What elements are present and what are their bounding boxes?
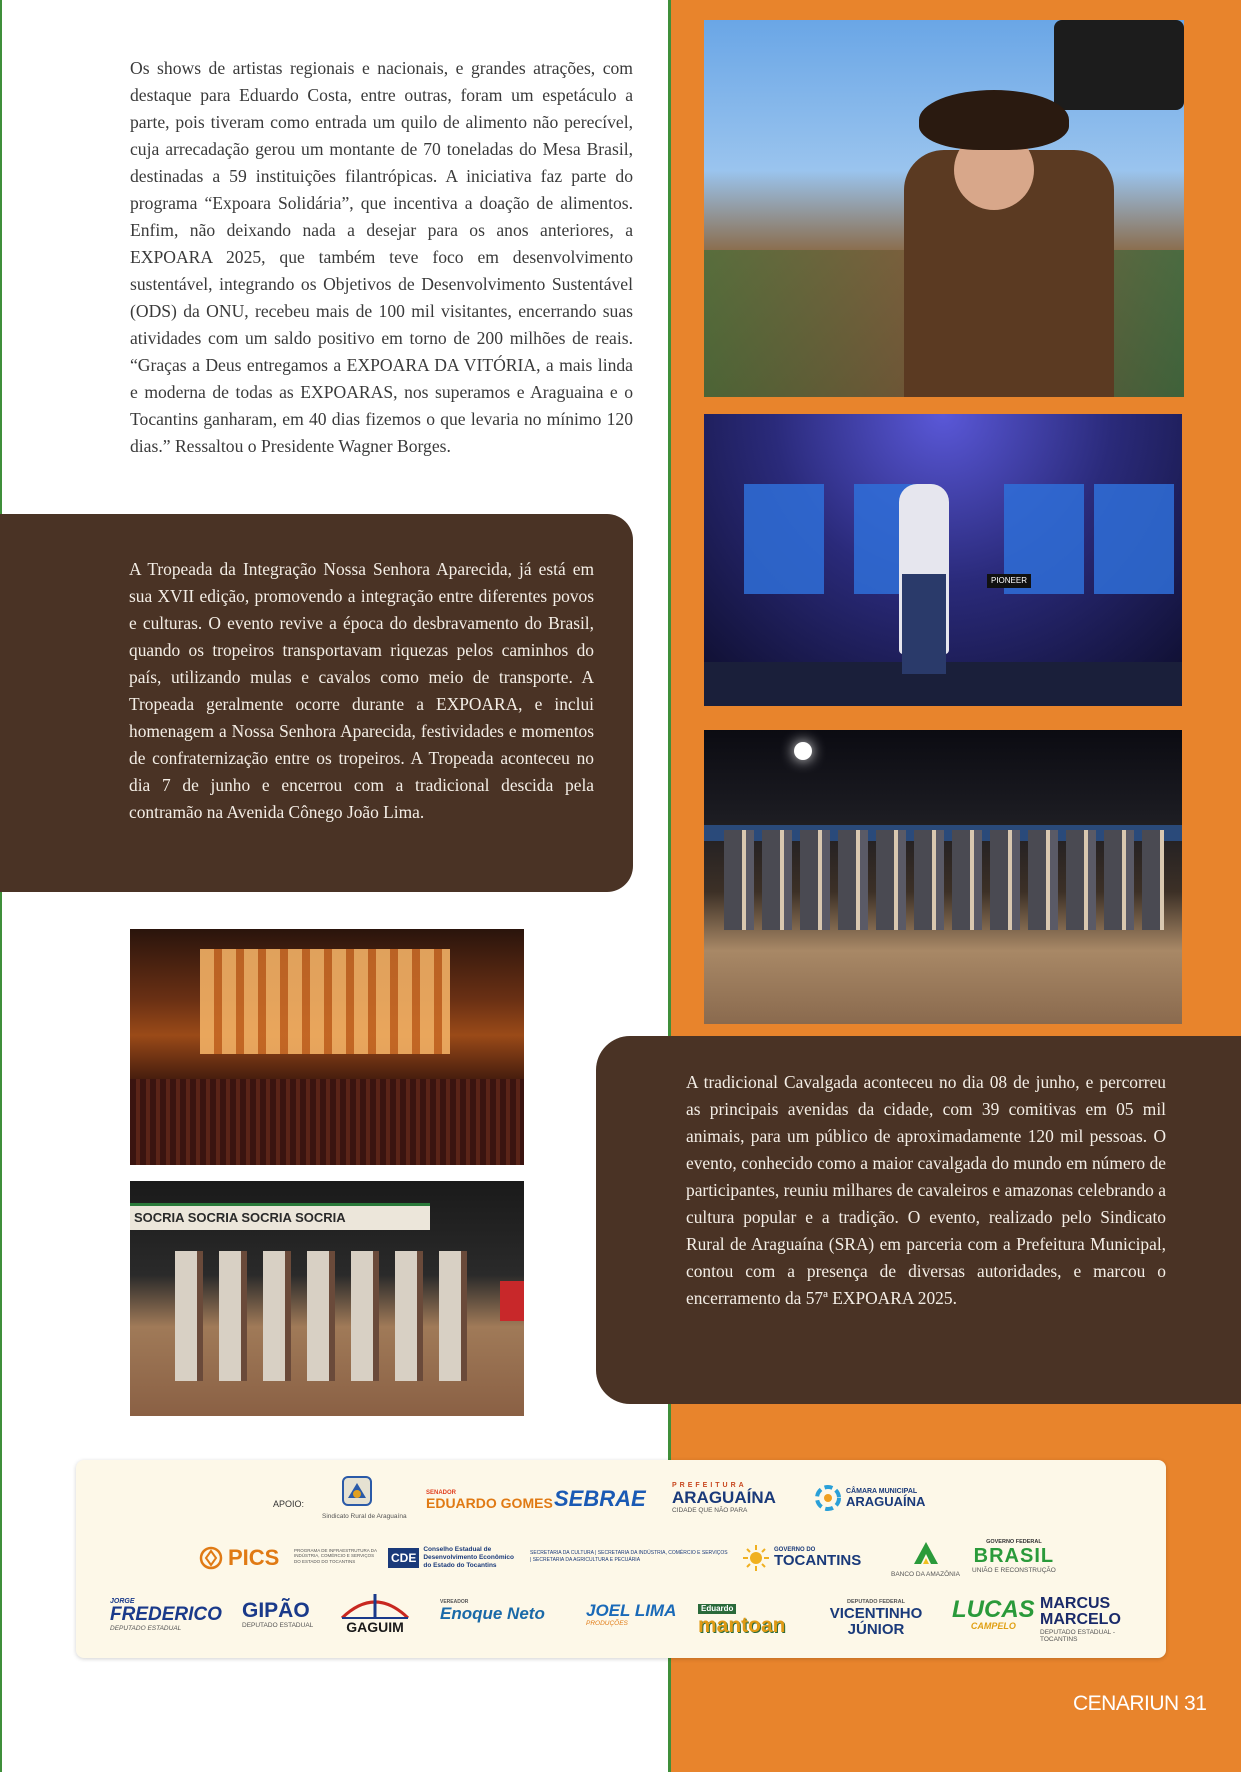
frederico-top: JORGE [110, 1598, 135, 1605]
cavalgada-box [596, 1036, 1241, 1404]
cde-logo [388, 1546, 523, 1569]
governo-federal-logo [972, 1540, 1056, 1574]
photo-cowboy-singer [704, 20, 1184, 397]
vicentinho-junior-logo [816, 1600, 936, 1637]
cde-mark: CDE [388, 1548, 419, 1568]
magazine-name: CENARIUN [1073, 1692, 1179, 1715]
lucas-campelo-logo [952, 1598, 1035, 1631]
frederico-role: DEPUTADO ESTADUAL [110, 1625, 182, 1632]
governo-tocantins-logo [742, 1544, 861, 1572]
vicentinho-top: DEPUTADO FEDERAL [847, 1599, 905, 1605]
joel-name: JOEL LIMA [586, 1601, 677, 1620]
gipao-role: DEPUTADO ESTADUAL [242, 1622, 314, 1629]
prefeitura-araguaina-logo [672, 1482, 776, 1515]
sponsor-logos-strip [76, 1460, 1166, 1658]
marcus-name: MARCUS MARCELO [1040, 1595, 1121, 1628]
brasil-top: GOVERNO FEDERAL [986, 1539, 1042, 1545]
prefeitura-name: ARAGUAÍNA [672, 1488, 776, 1507]
pics-name: PICS [228, 1545, 280, 1570]
joel-sub: PRODUÇÕES [586, 1620, 628, 1627]
page-footer [1073, 1692, 1206, 1716]
banco-amazonia-icon [911, 1540, 941, 1566]
eduardo-gomes-logo [426, 1490, 553, 1510]
lucas-sub: CAMPELO [970, 1621, 1016, 1631]
enoque-top: VEREADOR [440, 1599, 469, 1605]
photo-rodeo-arena [704, 730, 1182, 1024]
marcus-marcelo-logo [1040, 1596, 1140, 1643]
prefeitura-slogan: CIDADE QUE NÃO PARA [672, 1507, 748, 1514]
sindicato-emblem-icon [340, 1474, 374, 1508]
sebrae-logo: SEBRAE [554, 1486, 646, 1511]
led-screen [1094, 484, 1174, 594]
camara-emblem-icon [814, 1484, 842, 1512]
intro-paragraph: Os shows de artistas regionais e nacionais, e grandes atrações, com destaque para Eduardo Costa, entre outras, foram um espetáculo a parte, pois tiveram como entrada um quilo de alimento não perecível, cuja arrecadação gerou um montante de 70 toneladas do Mesa Brasil, destinadas a 59 instituições filantrópicas. A iniciativa faz parte do programa “Expoara Solidária”, que incentiva a doação de alimentos. Enfim, não deixando nada a desejar para os anos anteriores, a EXPOARA 2025, que também teve foco em desenvolvimento sustentável, integrando os Objetivos de Desenvolvimento Sustentável (ODS) da ONU, recebeu mais de 100 mil visitantes, encerrando suas atividades com um saldo positivo em torno de 200 milhões de reais. “Graças a Deus entregamos a EXPOARA DA VITÓRIA, a mais linda e moderna de todas as EXPOARAS, nos superamos e Araguaina e o Tocantins ganharam, em 40 dias fizemos o que levaria no mínimo 120 dias.” Ressaltou o Presidente Wagner Borges. [130, 58, 633, 456]
cavalgada-paragraph: A tradicional Cavalgada aconteceu no dia 08 de junho, e percorreu as principais avenidas da cidade, com 39 comitivas em 05 mil animais, para um público de aproximadamente 120 mil pessoas. O evento, conhecido como a maior cavalgada do mundo em número de participantes, reuniu milhares de cavaleiros e amazonas celebrando a cultura popular e a tradição. O evento, realizado pelo Sindicato Rural de Araguaína (SRA) em parceria com a Prefeitura Municipal, contou com a presença de diversas autoridades, e marcou o encerramento da 57ª EXPOARA 2025. [686, 1072, 1166, 1308]
mantoan-name: mantoan [698, 1614, 786, 1637]
enoque-neto-logo [440, 1600, 545, 1622]
secretarias-logo: SECRETARIA DA CULTURA | SECRETARIA DA INDÚSTRIA, COMÉRCIO E SERVIÇOS | SECRETARIA DA AGRICULTURA E PECUÁRIA [530, 1550, 728, 1563]
photo-concert-crowd [130, 929, 524, 1165]
page-number: 31 [1184, 1692, 1207, 1715]
gaguim-logo [340, 1592, 410, 1634]
gipao-logo [242, 1600, 313, 1630]
sponsor-banner [130, 1206, 430, 1230]
stadium-light [794, 742, 812, 760]
marcus-role: DEPUTADO ESTADUAL - TOCANTINS [1040, 1629, 1116, 1643]
tropeada-paragraph: A Tropeada da Integração Nossa Senhora Aparecida, já está em sua XVII edição, promovendo a integração entre diferentes povos e culturas. O evento revive a época do desbravamento do Brasil, quando os tropeiros transportavam riquezas pelos caminhos do país, utilizando mulas e cavalos como meio de transporte. A Tropeada geralmente ocorre durante a EXPOARA, e inclui homenagem a Nossa Senhora Aparecida, festividades e momentos de confraternização entre os tropeiros. A Tropeada aconteceu no dia 7 de junho e encerrou com a tradicional descida pela contramão na Avenida Cônego João Lima. [129, 559, 594, 822]
photo-stage-performer [704, 414, 1182, 706]
enoque-name: Enoque Neto [440, 1604, 545, 1623]
tocantins-top: GOVERNO DO [774, 1547, 816, 1553]
banco-name: BANCO DA AMAZÔNIA [891, 1571, 960, 1578]
pics-logo [198, 1545, 279, 1571]
led-screen [744, 484, 824, 594]
prefeitura-top: PREFEITURA [672, 1482, 747, 1489]
cde-desc: Conselho Estadual de Desenvolvimento Econômico do Estado do Tocantins [423, 1546, 515, 1569]
stage-sign: PIONEER [987, 574, 1031, 588]
brasil-slogan: UNIÃO E RECONSTRUÇÃO [972, 1566, 1056, 1574]
vicentinho-name: VICENTINHO JÚNIOR [829, 1604, 923, 1638]
arena-people [724, 830, 1164, 930]
pics-desc: PROGRAMA DE INFRAESTRUTURA DA INDÚSTRIA, COMÉRCIO E SERVIÇOS DO ESTADO DO TOCANTINS [294, 1548, 377, 1564]
concert-crowd [130, 1079, 524, 1165]
performer-legs [902, 574, 946, 674]
banner-text: SOCRIA SOCRIA SOCRIA SOCRIA [134, 1210, 346, 1225]
mantoan-top: Eduardo [698, 1604, 736, 1614]
photo-award-ceremony [130, 1181, 524, 1416]
camara-top: CÂMARA MUNICIPAL [846, 1488, 918, 1495]
tocantins-name: TOCANTINS [774, 1552, 862, 1569]
apoio-label: APOIO: [273, 1499, 305, 1509]
red-sign [500, 1281, 524, 1321]
eduardo-mantoan-logo [698, 1594, 786, 1636]
brasil-name: BRASIL [973, 1544, 1055, 1567]
joel-lima-logo [586, 1602, 676, 1628]
sindicato-name: Sindicato Rural de Araguaína [322, 1513, 407, 1520]
camera-rig [1054, 20, 1184, 110]
eduardo-gomes-top: SENADOR [426, 1490, 457, 1496]
award-winners [175, 1251, 475, 1381]
pics-emblem-icon [198, 1545, 224, 1571]
banco-amazonia-logo [891, 1540, 960, 1579]
gipao-name: GIPÃO [242, 1599, 310, 1622]
frederico-name: FREDERICO [110, 1604, 222, 1625]
sindicato-logo [322, 1474, 407, 1521]
camara-name: ARAGUAÍNA [846, 1494, 926, 1509]
tropeada-box [0, 514, 633, 892]
eduardo-gomes-name: EDUARDO GOMES [426, 1495, 553, 1511]
cowboy-hat [919, 90, 1069, 150]
gaguim-bridge-icon [340, 1592, 410, 1620]
camara-araguaina-logo [814, 1484, 925, 1512]
sun-icon [742, 1544, 770, 1572]
lucas-name: LUCAS [952, 1596, 1035, 1623]
gaguim-name: GAGUIM [346, 1619, 404, 1635]
stage-set [200, 949, 450, 1054]
jorge-frederico-logo [110, 1598, 222, 1633]
